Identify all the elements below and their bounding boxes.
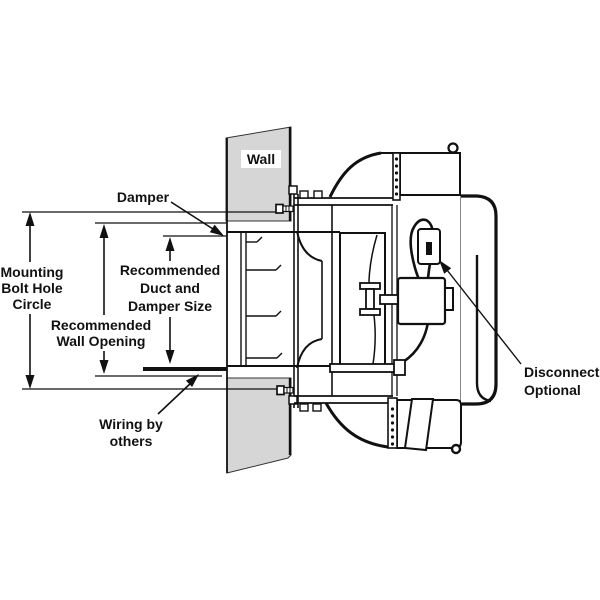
- motor: [398, 278, 445, 324]
- dimension-wall-opening: [100, 224, 109, 374]
- leader-arrowhead: [439, 260, 451, 274]
- arrowhead-up: [166, 237, 175, 251]
- plate-bolt-bumps: [300, 191, 322, 411]
- housing-foot-ring: [452, 445, 460, 453]
- arrowhead-down: [26, 375, 35, 389]
- arrowhead-down: [166, 350, 175, 364]
- fan-wheel: [340, 233, 385, 366]
- motor-cover: [461, 196, 496, 404]
- fan-unit: [289, 144, 496, 454]
- top-rivet-bracket: [393, 153, 400, 200]
- lag-bolt-top: [276, 205, 293, 214]
- label-line: Duct and: [140, 280, 200, 296]
- bottom-rivet-bracket: [388, 398, 397, 448]
- disconnect-switch-slot: [426, 242, 432, 255]
- inlet-cowl-bottom: [326, 403, 388, 447]
- leader-arrowhead: [210, 225, 224, 236]
- housing-top-box: [400, 153, 460, 195]
- arrowhead-down: [100, 360, 109, 374]
- label-line: Disconnect: [524, 364, 600, 380]
- motor-shaft: [380, 295, 398, 304]
- recommended-wall-opening-label: [51, 317, 151, 349]
- support-arm-block: [394, 360, 405, 375]
- wall-label: Wall: [246, 151, 276, 167]
- label-line: Mounting: [0, 264, 64, 280]
- inlet-bell: [297, 231, 322, 368]
- label-line: Circle: [12, 296, 52, 312]
- plate-notch-top: [289, 186, 297, 194]
- leader-damper: [171, 202, 224, 236]
- label-line: Wall Opening: [56, 333, 146, 349]
- label-line: Optional: [524, 382, 581, 398]
- lag-bolt-bottom: [277, 386, 293, 395]
- label-line: others: [109, 433, 153, 449]
- motor-end-cap: [445, 288, 453, 310]
- label-line: Recommended: [119, 262, 221, 278]
- lifting-lug: [449, 144, 458, 153]
- wall: [226, 127, 291, 473]
- inlet-cowl-top: [330, 153, 381, 197]
- label-line: Damper Size: [127, 298, 213, 314]
- wiring-by-others-label: [99, 416, 163, 449]
- disconnect-optional-label: [524, 364, 600, 398]
- label-line: Recommended: [50, 317, 152, 333]
- duct-and-damper: [227, 232, 340, 366]
- leader-wiring: [158, 374, 199, 414]
- disconnect-box: [418, 229, 440, 264]
- label-line: Bolt Hole: [1, 280, 63, 296]
- motor-support-arm: [330, 364, 404, 372]
- label-line: Wiring by: [99, 416, 163, 432]
- damper-blades: [246, 237, 282, 358]
- arrowhead-up: [26, 212, 35, 226]
- arrowhead-up: [100, 224, 109, 238]
- damper-label: Damper: [116, 189, 170, 205]
